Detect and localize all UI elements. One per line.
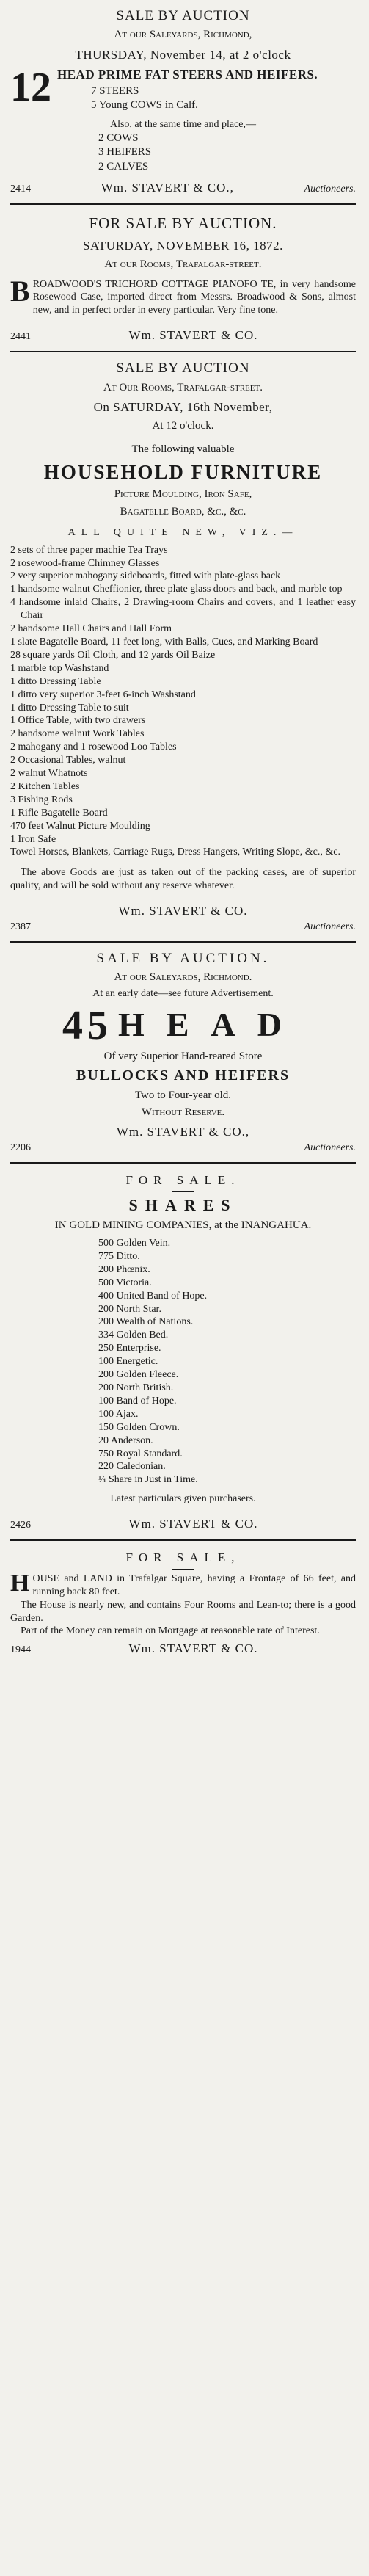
list-item: 2 COWS [98,132,139,145]
firm-name: Wm. STAVERT & CO. [128,328,258,343]
list-item: 775 Ditto. [98,1250,140,1262]
cattle-sub-list [10,84,356,112]
ad-time: At 12 o'clock. [152,420,214,432]
list-item: 3 HEIFERS [98,146,152,159]
ad-reserve: Without Reserve. [141,1106,225,1119]
list-item: 20 Anderson. [98,1434,153,1446]
ad-headline: HOUSEHOLD FURNITURE [43,460,323,483]
drop-cap: B [10,277,30,308]
list-item: 2 CALVES [98,160,149,173]
firm-name: Wm. STAVERT & CO. [118,904,248,918]
cattle-block [10,67,356,112]
ad-date: At an early date—see future Advertisement. [92,988,274,1000]
ad-number: 2206 [10,1142,31,1154]
list-item: 2 Occasional Tables, walnut [10,755,126,766]
body-text: ROADWOOD'S TRICHORD COTTAGE PIANOFO TE, in very handsome Rosewood Case, imported direct from Messrs. Broadwood & Sons, almost new, and in perfect order in every particular. Very fine tone. [32,278,356,316]
ad-headline: HEAD PRIME FAT STEERS AND HEIFERS. [57,68,318,82]
firm-name: Wm. STAVERT & CO. [128,1641,258,1656]
firm-role: Auctioneers. [304,183,356,195]
list-item: 2 handsome walnut Work Tables [10,728,145,740]
head-count: 45 [62,1002,113,1048]
ad-number: 2387 [10,921,31,932]
list-item: 500 Victoria. [98,1277,152,1288]
list-item: 220 Caledonian. [98,1461,166,1473]
sale-ad-house [10,1541,356,1664]
list-item: 28 square yards Oil Cloth, and 12 yards Oil Baize [10,649,216,661]
list-item: 2 rosewood-frame Chimney Glasses [10,557,160,569]
ad-title: FOR SALE. [125,1172,241,1187]
ad-age: Two to Four-year old. [134,1089,232,1101]
also-list [10,131,356,174]
list-item: 1 slate Bagatelle Board, 11 feet long, with Balls, Cues, and Marking Board [10,636,318,647]
list-item: 3 Fishing Rods [10,794,73,805]
list-item: 100 Ajax. [98,1408,139,1420]
list-item: 334 Golden Bed. [98,1329,169,1341]
list-item: 1 ditto Dressing Table to suit [10,702,129,714]
all-new-line: ALL QUITE NEW, VIZ.— [67,526,299,538]
firm-name: Wm. STAVERT & CO., [116,1125,250,1139]
ad-venue: At our Saleyards, Richmond. [114,971,252,984]
list-item: Towel Horses, Blankets, Carriage Rugs, Dress Hangers, Writing Slope, &c., &c. [10,846,341,858]
list-item: 1 handsome walnut Cheffionier, three plate glass doors and back, and marble top [10,584,343,595]
ad-date: On SATURDAY, 16th November, [93,399,273,414]
firm-name: Wm. STAVERT & CO., [101,180,234,195]
divider [172,1191,194,1192]
ad-body-2: The House is nearly new, and contains Four Rooms and Lean-to; there is a good Garden. [10,1599,356,1624]
list-item: 1 Office Table, with two drawers [10,715,146,727]
list-item: 4 handsome inlaid Chairs, 2 Drawing-room Chairs and covers, and 1 leather easy Chair [10,597,356,622]
ad-venue: At our Saleyards, Richmond, [114,29,252,41]
shares-list [10,1237,356,1487]
auction-ad-furniture [10,352,356,943]
list-item: 1 ditto Dressing Table [10,675,101,687]
ad-footer [10,327,356,344]
ad-footer [10,1516,356,1532]
body-text: OUSE and LAND in Trafalgar Square, having a Frontage of 66 feet, and running back 80 feet. [32,1572,356,1597]
ad-date: THURSDAY, November 14, at 2 o'clock [75,47,291,62]
list-item: 200 Wealth of Nations. [98,1316,194,1328]
auction-ad-piano [10,205,356,352]
list-item: 750 Royal Standard. [98,1448,183,1459]
ad-body [10,1572,356,1599]
list-item: 2 sets of three paper machie Tea Trays [10,544,168,556]
sale-ad-shares [10,1164,356,1541]
ad-body-3: Part of the Money can remain on Mortgage at reasonable rate of Interest. [21,1625,320,1637]
list-item: 250 Enterprise. [98,1343,161,1354]
list-item: 5 Young COWS in Calf. [91,99,198,112]
head-count: 12 [10,67,51,111]
list-item: 1 Rifle Bagatelle Board [10,807,108,819]
firm-role: Auctioneers. [304,1142,356,1154]
list-item: 470 feet Walnut Picture Moulding [10,820,150,832]
ad-body [10,278,356,318]
list-item: 200 North Star. [98,1303,161,1315]
ad-venue: At Our Rooms, Trafalgar-street. [103,381,263,393]
list-item: 1 marble top Washstand [10,662,109,674]
list-item: 150 Golden Crown. [98,1421,180,1433]
list-item: 1 ditto very superior 3-feet 6-inch Washstand [10,689,196,700]
ad-footer [10,180,356,196]
ad-number: 2426 [10,1520,31,1531]
ad-number: 2441 [10,331,31,343]
list-item: 500 Golden Vein. [98,1238,171,1249]
firm-role: Auctioneers. [304,921,356,932]
ad-number: 2414 [10,183,31,195]
ad-headline: BULLOCKS AND HEIFERS [76,1067,291,1084]
list-item: 100 Band of Hope. [98,1395,177,1407]
ad-title: SALE BY AUCTION. [96,950,270,966]
list-item: 400 United Band of Hope. [98,1290,208,1302]
head-word: HEAD [118,1006,304,1044]
ad-intro: IN GOLD MINING COMPANIES, at the INANGAHUA. [54,1219,312,1231]
ad-note: The above Goods are just as taken out of the packing cases, are of superior quality, and will be sold without any reserve whatever. [10,867,356,892]
furniture-list [10,544,356,860]
list-item: 2 very superior mahogany sideboards, fitted with plate-glass back [10,570,281,582]
ad-note: Latest particulars given purchasers. [110,1493,256,1505]
auction-ad-cattle [10,0,356,205]
list-item: 2 mahogany and 1 rosewood Loo Tables [10,741,177,753]
list-item: 1 Iron Safe [10,833,56,845]
list-item: 2 walnut Whatnots [10,768,88,780]
list-item: 200 North British. [98,1382,174,1394]
list-item: 200 Phœnix. [98,1263,150,1275]
auction-ad-bullocks [10,943,356,1164]
also-line: Also, at the same time and place,— [109,119,257,131]
ad-desc: Of very Superior Hand-reared Store [103,1051,263,1063]
list-item: 2 handsome Hall Chairs and Hall Form [10,623,172,635]
ad-venue: At our Rooms, Trafalgar-street. [104,258,262,271]
list-item: 2 Kitchen Tables [10,780,80,792]
ad-title: FOR SALE, [125,1550,241,1565]
ad-number: 1944 [10,1644,31,1656]
ad-title: FOR SALE BY AUCTION. [89,214,277,232]
ad-title: SALE BY AUCTION [116,8,250,23]
ad-headline: SHARES [128,1195,238,1214]
list-item: 100 Energetic. [98,1356,158,1368]
ad-subhead-2: Bagatelle Board, &c., &c. [120,505,246,518]
ad-footer [10,921,356,934]
ad-intro: The following valuable [131,443,235,455]
head-count-row [10,1004,356,1047]
ad-footer [10,1142,356,1155]
ad-date: SATURDAY, NOVEMBER 16, 1872. [83,238,283,253]
ad-footer [10,1641,356,1657]
divider [172,1569,194,1570]
list-item: 200 Golden Fleece. [98,1369,179,1381]
firm-name: Wm. STAVERT & CO. [128,1517,258,1531]
list-item: 7 STEERS [91,85,139,97]
ad-title: SALE BY AUCTION [116,360,250,377]
drop-cap: H [10,1572,30,1597]
ad-subhead: Picture Moulding, Iron Safe, [114,488,252,501]
list-item: ¼ Share in Just in Time. [98,1474,198,1486]
